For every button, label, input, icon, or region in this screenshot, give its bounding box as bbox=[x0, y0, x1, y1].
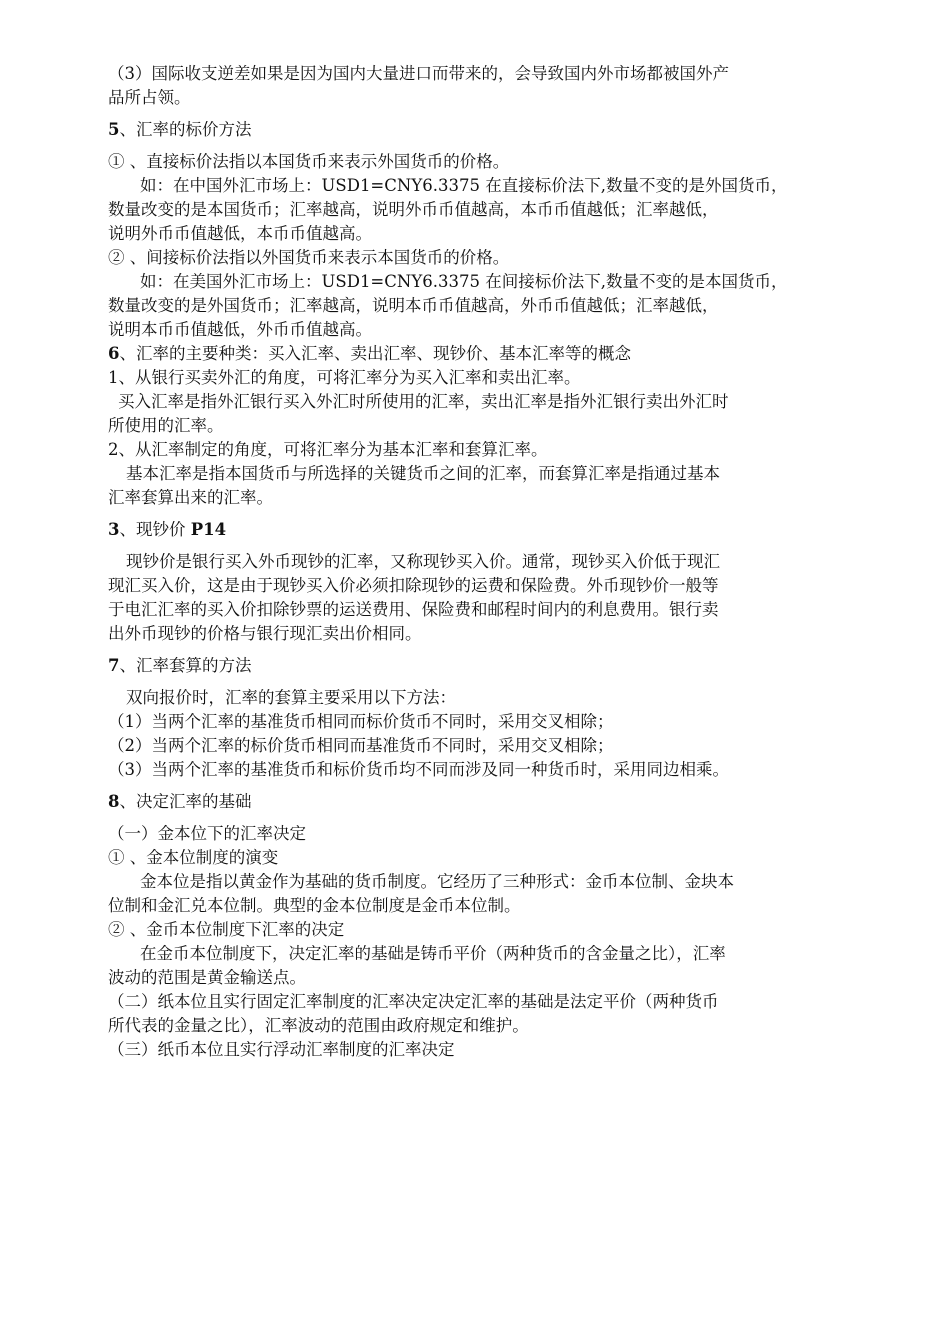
section-heading-7 bbox=[108, 654, 898, 678]
text-line: 品所占领。 bbox=[108, 88, 191, 107]
document-page bbox=[108, 62, 898, 1062]
text-line: ① 、直接标价法指以本国货币来表示外国货币的价格。 bbox=[108, 152, 510, 171]
section-heading-3 bbox=[108, 518, 898, 542]
section-heading-6 bbox=[108, 342, 898, 366]
text-line: 汇率套算出来的汇率。 bbox=[108, 488, 273, 507]
text-line: （2）当两个汇率的标价货币相同而基准货币不同时，采用交叉相除； bbox=[108, 736, 614, 755]
text-line: 所使用的汇率。 bbox=[108, 416, 224, 435]
text-line: 数量改变的是本国货币；汇率越高，说明外币币值越高，本币币值越低；汇率越低， bbox=[108, 200, 719, 219]
heading-text: 、汇率套算的方法 bbox=[119, 656, 252, 675]
text-line: ① 、金本位制度的演变 bbox=[108, 848, 279, 867]
text-line: 现汇买入价，这是由于现钞买入价必须扣除现钞的运费和保险费。外币现钞价一般等 bbox=[108, 576, 719, 595]
text-line: （3）国际收支逆差如果是因为国内大量进口而带来的，会导致国内外市场都被国外产 bbox=[108, 64, 729, 83]
text-line: 位制和金汇兑本位制。典型的金本位制度是金币本位制。 bbox=[108, 896, 521, 915]
text-line: （3）当两个汇率的基准货币和标价货币均不同而涉及同一种货币时，采用同边相乘。 bbox=[108, 760, 729, 779]
text-line: 现钞价是银行买入外币现钞的汇率，又称现钞买入价。通常，现钞买入价低于现汇 bbox=[126, 552, 720, 571]
text-line: 说明本币币值越低，外币币值越高。 bbox=[108, 320, 372, 339]
text-line: ② 、间接标价法指以外国货币来表示本国货币的价格。 bbox=[108, 248, 510, 267]
text-line: 在金币本位制度下，决定汇率的基础是铸币平价（两种货币的含金量之比），汇率 bbox=[140, 944, 726, 963]
text-line: 说明外币币值越低，本币币值越高。 bbox=[108, 224, 372, 243]
heading-text: 、现钞价 bbox=[119, 520, 191, 539]
text-line: 出外币现钞的价格与银行现汇卖出价相同。 bbox=[108, 624, 422, 643]
page-reference: P14 bbox=[190, 520, 227, 539]
section-heading-8 bbox=[108, 790, 898, 814]
text-line: （1）当两个汇率的基准货币相同而标价货币不同时，采用交叉相除； bbox=[108, 712, 614, 731]
text-line: 所代表的金量之比），汇率波动的范围由政府规定和维护。 bbox=[108, 1016, 529, 1035]
heading-number: 6 bbox=[108, 344, 120, 363]
heading-number: 5 bbox=[108, 120, 120, 139]
text-line: （三）纸币本位且实行浮动汇率制度的汇率决定 bbox=[108, 1040, 455, 1059]
text-line: （一）金本位下的汇率决定 bbox=[108, 824, 306, 843]
text-line: 1、从银行买卖外汇的角度，可将汇率分为买入汇率和卖出汇率。 bbox=[108, 368, 581, 387]
text-line: 如：在中国外汇市场上：USD1=CNY6.3375 在直接标价法下,数量不变的是外国货币， bbox=[140, 176, 788, 195]
text-line: 买入汇率是指外汇银行买入外汇时所使用的汇率，卖出汇率是指外汇银行卖出外汇时 bbox=[118, 392, 729, 411]
text-line: 于电汇汇率的买入价扣除钞票的运送费用、保险费和邮程时间内的利息费用。银行卖 bbox=[108, 600, 719, 619]
section-heading-5 bbox=[108, 118, 898, 142]
text-line: 数量改变的是外国货币；汇率越高，说明本币币值越高，外币币值越低；汇率越低， bbox=[108, 296, 719, 315]
text-line: 金本位是指以黄金作为基础的货币制度。它经历了三种形式：金币本位制、金块本 bbox=[140, 872, 734, 891]
text-line: ② 、金币本位制度下汇率的决定 bbox=[108, 920, 345, 939]
text-line: 基本汇率是指本国货币与所选择的关键货币之间的汇率，而套算汇率是指通过基本 bbox=[126, 464, 720, 483]
heading-number: 3 bbox=[108, 520, 120, 539]
heading-text: 、汇率的标价方法 bbox=[119, 120, 252, 139]
text-line: （二）纸本位且实行固定汇率制度的汇率决定决定汇率的基础是法定平价（两种货币 bbox=[108, 992, 719, 1011]
heading-number: 8 bbox=[108, 792, 120, 811]
text-line: 2、从汇率制定的角度，可将汇率分为基本汇率和套算汇率。 bbox=[108, 440, 548, 459]
text-line: 如：在美国外汇市场上：USD1=CNY6.3375 在间接标价法下,数量不变的是本国货币， bbox=[140, 272, 788, 291]
heading-text: 、决定汇率的基础 bbox=[119, 792, 252, 811]
text-line: 双向报价时，汇率的套算主要采用以下方法： bbox=[126, 688, 456, 707]
heading-text: 、汇率的主要种类：买入汇率、卖出汇率、现钞价、基本汇率等的概念 bbox=[119, 344, 631, 363]
heading-number: 7 bbox=[108, 656, 120, 675]
text-line: 波动的范围是黄金输送点。 bbox=[108, 968, 306, 987]
